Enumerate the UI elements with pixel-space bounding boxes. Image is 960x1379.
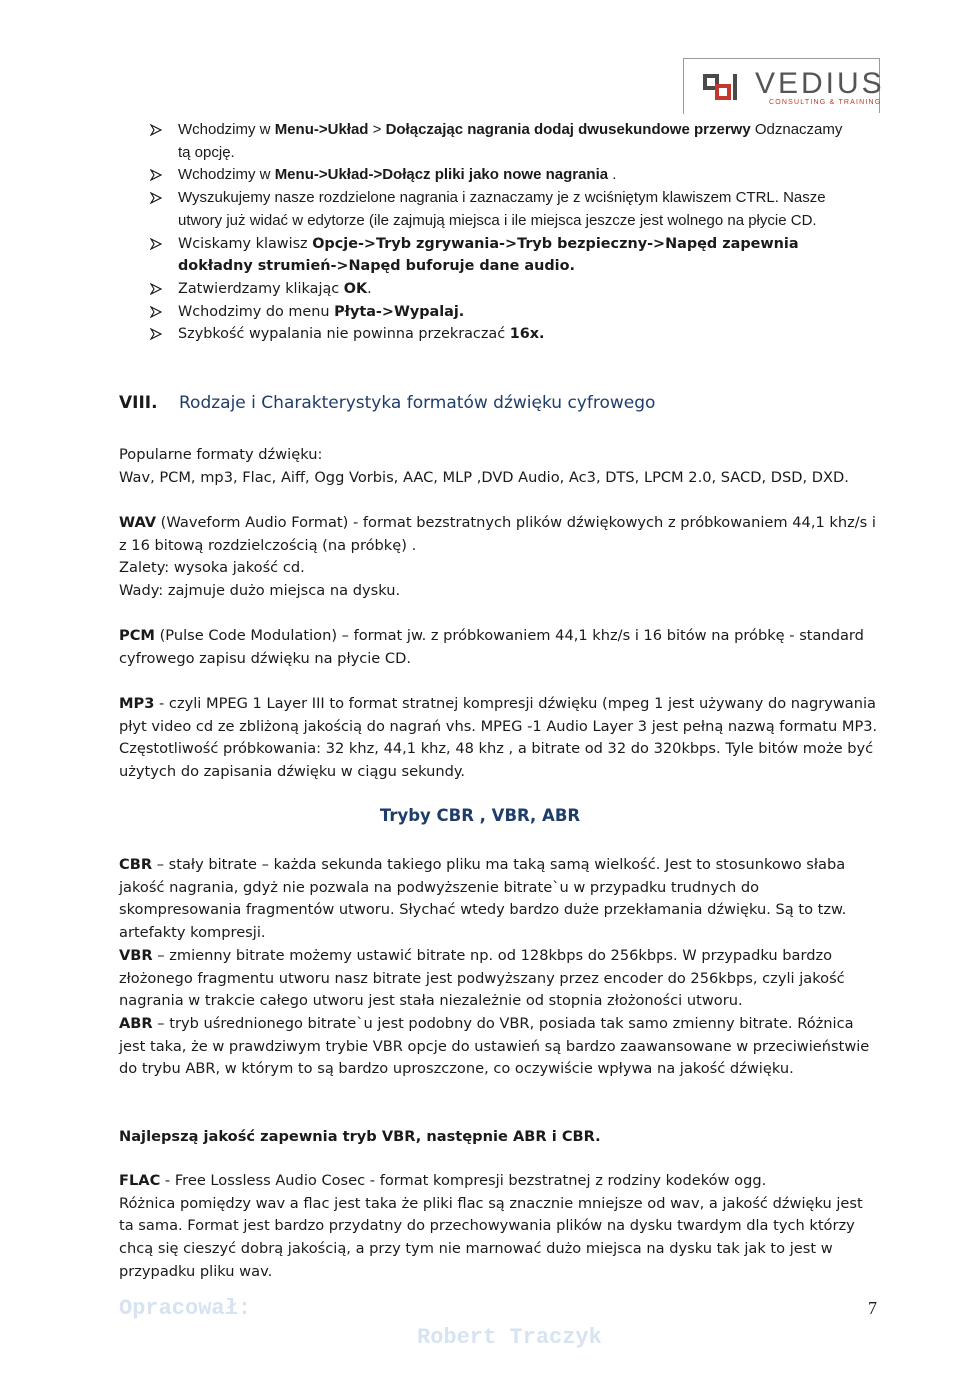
- bold-text: ABR: [119, 1014, 153, 1032]
- list-item: [148, 278, 848, 301]
- text-run: - czyli MPEG 1 Layer III to format stratnej kompresji dźwięku (mpeg 1 jest używany do nagrywania płyt video cd ze zbliżoną jakością do nagrań vhs. MPEG -1 Audio Layer 3 jest pełną nazwą formatu MP3. Częstotliwość próbkowania: 32 khz, 44,1 khz, 48 khz , a bitrate od 32 do 320kbps. Tyle bitów może być użytych do zapisania dźwięku w ciągu sekundy.: [119, 695, 878, 781]
- text-run: (Pulse Code Modulation) – format jw. z próbkowaniem 44,1 khz/s i 16 bitów na próbkę - standard cyfrowego zapisu dźwięku na płycie CD.: [119, 627, 864, 667]
- text-run: Wchodzimy do menu: [178, 303, 335, 320]
- paragraph: [119, 1170, 879, 1193]
- text-run: – zmienny bitrate możemy ustawić bitrate np. od 128kbps do 256kbps. W przypadku bardzo złożonego fragmentu utworu nasz bitrate jest podwyższany przez encoder do 256kbps, czyli jakość nagrania w trakcie całego utworu jest stała niezależnie od stopnia złożoności utworu.: [119, 946, 845, 1010]
- section-heading: [119, 393, 656, 413]
- bold-text: 16x.: [509, 326, 545, 343]
- bold-text: OK: [343, 280, 368, 297]
- paragraph: [119, 444, 879, 467]
- arrowhead-bullet-icon: [150, 306, 162, 318]
- bold-text: Płyta->Wypalaj.: [334, 303, 465, 320]
- text-run: (Waveform Audio Format) - format bezstratnych plików dźwiękowych z próbkowaniem 44,1 khz/s i z 16 bitową rozdzielczością (na próbkę) .: [119, 514, 876, 554]
- footer-author-name: Robert Traczyk: [417, 1325, 602, 1350]
- paragraph: [119, 580, 879, 603]
- text-run: Zalety: wysoka jakość cd.: [119, 559, 305, 577]
- text-run: Zatwierdzamy klikając: [178, 280, 344, 297]
- logo-wordmark: VEDIUS: [755, 67, 885, 100]
- text-run: Wyszukujemy nasze rozdzielone nagrania i zaznaczamy je z wciśniętym klawiszem CTRL. Nasze utwory już widać w edytorze (ile zajmują miejsca i ile miejsca jeszcze jest wolnego na płycie CD.: [178, 189, 826, 229]
- text-run: >: [368, 121, 386, 138]
- arrowhead-bullet-icon: [150, 192, 162, 204]
- bold-text: CBR: [119, 856, 153, 873]
- paragraph: [119, 625, 879, 670]
- list-item: [148, 119, 848, 164]
- text-run: Różnica pomiędzy wav a flac jest taka że pliki flac są znacznie mniejsze od wav, a jakość dźwięku jest ta sama. Format jest bardzo przydatny do przechowywania plików na dysku twardym dla tych którzy chcą się cieszyć dobrą jakością, a przy tym nie marnować dużo miejsca na dysku tak jak to jest w przypadku pliku wav.: [119, 1194, 863, 1280]
- text-run: Wchodzimy w: [178, 121, 275, 138]
- bold-text: MP3: [119, 695, 155, 712]
- bold-text: FLAC: [119, 1172, 161, 1189]
- list-item: [148, 187, 848, 232]
- list-item: [148, 164, 848, 187]
- text-run: Wav, PCM, mp3, Flac, Aiff, Ogg Vorbis, AAC, MLP ,DVD Audio, Ac3, DTS, LPCM 2.0, SACD, DSD, DXD.: [119, 468, 849, 486]
- list-item: [148, 233, 848, 278]
- arrowhead-bullet-icon: [150, 238, 162, 250]
- paragraph: [119, 1126, 879, 1149]
- list-item: [148, 323, 848, 346]
- bold-text: VBR: [119, 946, 153, 964]
- page-number: 7: [868, 1298, 877, 1318]
- text-run: .: [367, 280, 372, 297]
- paragraph-block: [119, 1126, 879, 1149]
- bold-text: PCM: [119, 627, 155, 644]
- paragraph-block: [119, 625, 879, 670]
- paragraph: [119, 467, 879, 490]
- logo-tagline: CONSULTING & TRAINING: [769, 99, 882, 106]
- text-run: Popularne formaty dźwięku:: [119, 446, 323, 463]
- paragraph: [119, 1013, 879, 1081]
- paragraph-block: [119, 693, 879, 784]
- bold-text: Menu->Układ: [274, 121, 369, 138]
- paragraph: [119, 557, 879, 580]
- text-run: – stały bitrate – każda sekunda takiego pliku ma taką samą wielkość. Jest to stosunkowo słaba jakość nagrania, gdyż nie pozwala na podwyższenie bitrate`u w przypadku trudnych do skompresowania fragmentów utworu. Słychać wtedy bardzo duże przekłamania dźwięku. Są to tzw. artefakty kompresji.: [119, 856, 847, 942]
- bold-text: Najlepszą jakość zapewnia tryb VBR, następnie ABR i CBR.: [119, 1128, 601, 1145]
- paragraph-block: [119, 512, 879, 603]
- bold-text: Dołączając nagrania dodaj dwusekundowe przerwy: [385, 121, 751, 138]
- paragraph: [119, 693, 879, 784]
- paragraph: [119, 854, 879, 945]
- section-number: VIII.: [119, 393, 158, 413]
- subsection-title: Tryby CBR , VBR, ABR: [379, 806, 581, 825]
- text-run: – tryb uśrednionego bitrate`u jest podobny do VBR, posiada tak samo zmienny bitrate. Różnica jest taka, że w prawdziwym trybie VBR opcje do ustawień są bardzo zaawansowane w przeciwieństwie do trybu ABR, w którym to są bardzo uproszczone, co oczywiście wpływa na jakość dźwięku.: [119, 1014, 870, 1078]
- arrowhead-bullet-icon: [150, 124, 162, 136]
- bold-text: WAV: [119, 514, 157, 531]
- paragraph-block: [119, 1170, 879, 1284]
- text-run: .: [608, 166, 617, 184]
- arrowhead-bullet-icon: [150, 328, 162, 340]
- text-run: Wady: zajmuje dużo miejsca na dysku.: [119, 582, 401, 600]
- text-run: - Free Lossless Audio Cosec - format kompresji bezstratnej z rodziny kodeków ogg.: [160, 1172, 767, 1189]
- paragraph: [119, 945, 879, 1013]
- section-title: Rodzaje i Charakterystyka formatów dźwięku cyfrowego: [179, 393, 656, 413]
- list-item: [148, 301, 848, 324]
- text-run: Wciskamy klawisz: [178, 235, 313, 252]
- bold-text: Opcje->Tryb zgrywania->Tryb bezpieczny->Napęd zapewnia dokładny strumień->Napęd buforuje dane audio.: [178, 235, 799, 275]
- vedius-mark-icon: [703, 72, 743, 104]
- paragraph: [119, 1193, 879, 1284]
- footer-author-label: Opracował:: [119, 1296, 252, 1321]
- arrowhead-bullet-icon: [150, 283, 162, 295]
- text-run: Odznaczamy tą opcję.: [178, 121, 843, 161]
- paragraph-block: [119, 854, 879, 1081]
- text-run: Wchodzimy w: [178, 166, 275, 184]
- paragraph: [119, 512, 879, 557]
- vedius-logo: [683, 58, 883, 116]
- bold-text: Menu->Układ->Dołącz pliki jako nowe nagrania: [274, 166, 609, 184]
- text-run: Szybkość wypalania nie powinna przekraczać: [178, 326, 510, 343]
- paragraph-block: [119, 444, 879, 489]
- instruction-list: [148, 119, 848, 346]
- arrowhead-bullet-icon: [150, 169, 162, 181]
